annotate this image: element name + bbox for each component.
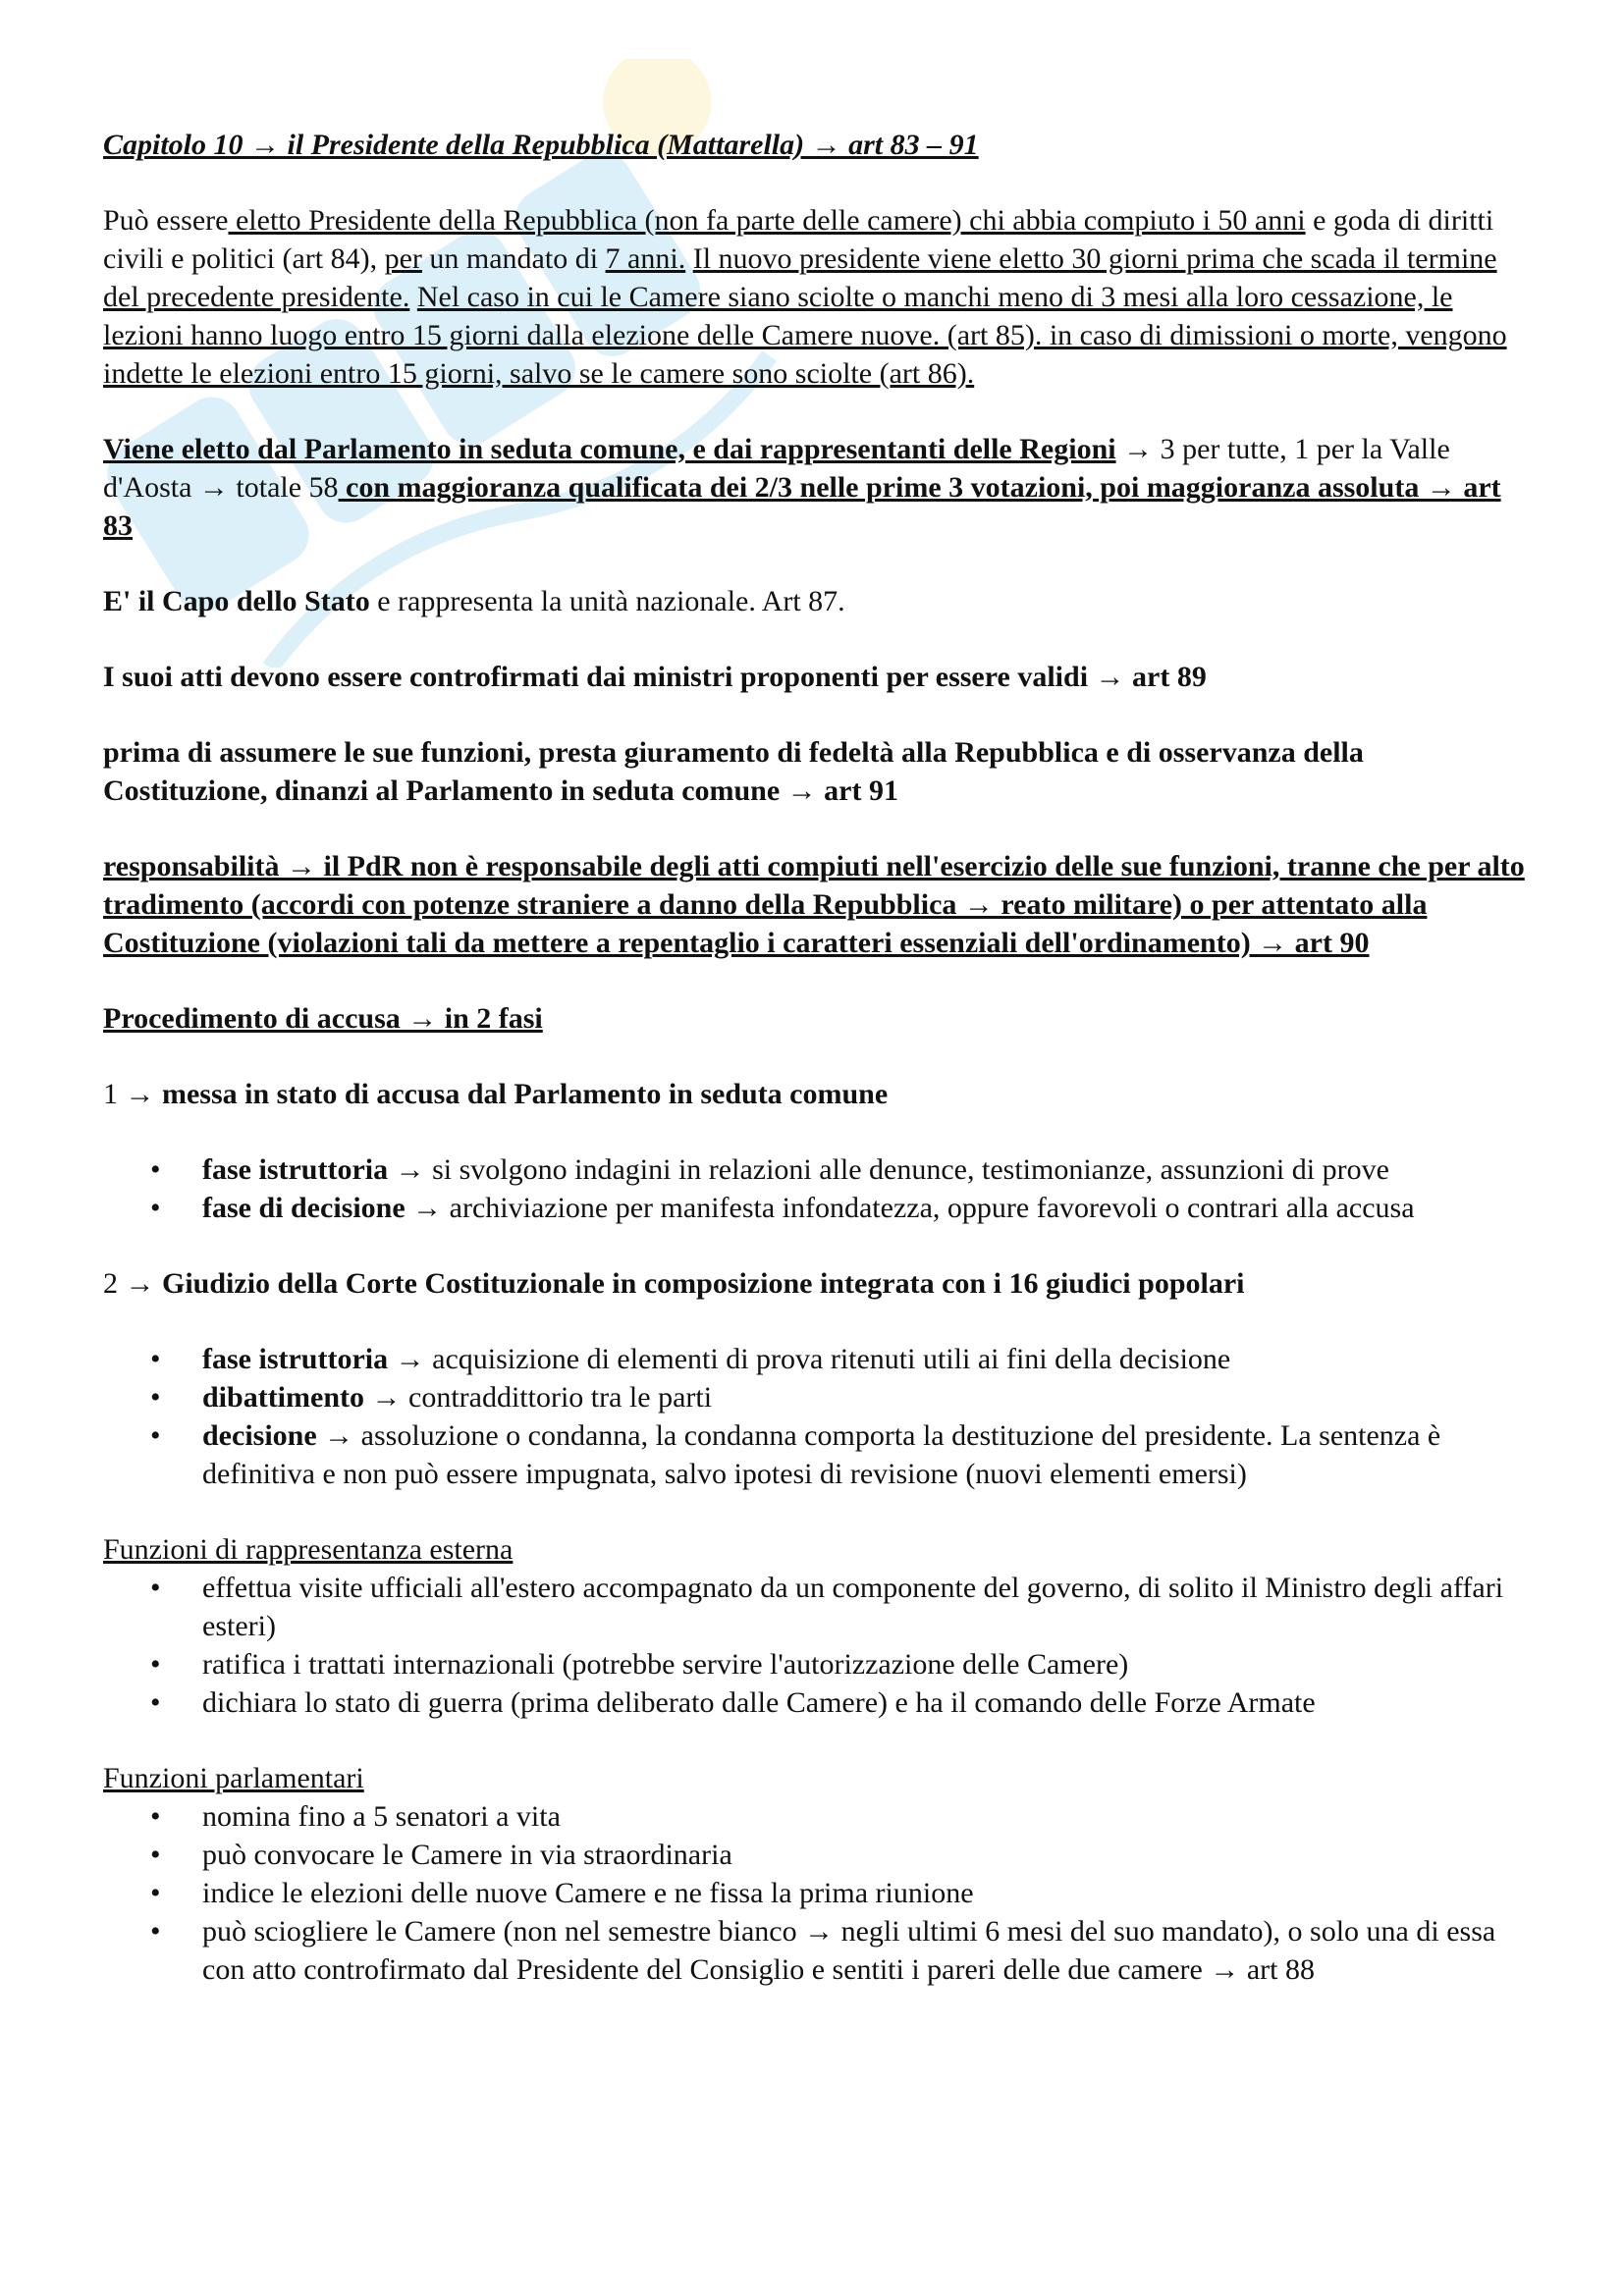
bullet-icon: • [150,1800,161,1833]
phase-2-title: 2 → Giudizio della Corte Costituzionale in composizione integrata con i 16 giudici popolari [103,1267,1245,1300]
bullet-icon: • [150,1686,161,1719]
parlamentari-list [103,1797,1527,1989]
list-item: • può sciogliere le Camere (non nel semestre bianco → negli ultimi 6 mesi del suo mandato), o solo una di essa con atto controfirmato dal Presidente del Consiglio e sentiti i pareri delle due camere → art 88 [103,1912,1527,1989]
paragraph-elezione: Può essere eletto Presidente della Repubblica (non fa parte delle camere) chi abbia compiuto i 50 anni e goda di diritti civili e politici (art 84), per un mandato di 7 anni. Il nuovo presidente viene eletto 30 giorni prima che scada il termine del precedente presidente. Nel caso in cui le Camere siano sciolte o manchi meno di 3 mesi alla loro cessazione, le lezioni hanno luogo entro 15 giorni dalla elezione delle Camere nuove. (art 85). in caso di dimissioni o morte, vengono indette le elezioni entro 15 giorni, salvo se le camere sono sciolte (art 86). [103,204,1507,390]
esterna-list [103,1569,1527,1722]
bullet-icon: • [150,1839,161,1871]
accusa-heading: Procedimento di accusa → in 2 fasi [103,1002,543,1035]
bullet-icon: • [150,1648,161,1681]
document-page [103,126,1527,2026]
bullet-icon: • [150,1381,161,1414]
bullet-icon: • [150,1915,161,1948]
chapter-title: Capitolo 10 → il Presidente della Repubblica (Mattarella) → art 83 – 91 [103,129,979,161]
list-item: • fase istruttoria → si svolgono indagini in relazioni alle denunce, testimonianze, assunzioni di prove [103,1150,1527,1189]
list-item: • effettua visite ufficiali all'estero accompagnato da un componente del governo, di solito il Ministro degli affari esteri) [103,1569,1527,1645]
paragraph-capo-stato: E' il Capo dello Stato e rappresenta la unità nazionale. Art 87. [103,585,845,617]
bullet-icon: • [150,1192,161,1224]
bullet-icon: • [150,1153,161,1186]
list-item: • dichiara lo stato di guerra (prima deliberato dalle Camere) e ha il comando delle Forze Armate [103,1683,1527,1722]
phase-2-list [103,1340,1527,1493]
paragraph-parlamento: Viene eletto dal Parlamento in seduta comune, e dai rappresentanti delle Regioni → 3 per tutte, 1 per la Valle d'Aosta → totale 58 con maggioranza qualificata dei 2/3 nelle prime 3 votazioni, poi maggioranza assoluta → art 83 [103,433,1501,542]
list-item: • nomina fino a 5 senatori a vita [103,1797,1527,1836]
paragraph-controfirma: I suoi atti devono essere controfirmati dai ministri proponenti per essere validi → art 89 [103,661,1207,693]
paragraph-responsabilita: responsabilità → il PdR non è responsabile degli atti compiuti nell'esercizio delle sue funzioni, tranne che per alto tradimento (accordi con potenze straniere a danno della Repubblica → reato militare) o per attentato alla Costituzione (violazioni tali da mettere a repentaglio i caratteri essenziali dell'ordinamento) → art 90 [103,850,1525,959]
esterna-heading: Funzioni di rappresentanza esterna [103,1533,514,1566]
bullet-icon: • [150,1877,161,1909]
list-item: • può convocare le Camere in via straordinaria [103,1836,1527,1874]
phase-1-title: 1 → messa in stato di accusa dal Parlamento in seduta comune [103,1078,889,1110]
list-item: • indice le elezioni delle nuove Camere e ne fissa la prima riunione [103,1874,1527,1912]
list-item: • ratifica i trattati internazionali (potrebbe servire l'autorizzazione delle Camere) [103,1645,1527,1683]
paragraph-giuramento: prima di assumere le sue funzioni, presta giuramento di fedeltà alla Repubblica e di osservanza della Costituzione, dinanzi al Parlamento in seduta comune → art 91 [103,736,1364,807]
list-item: • dibattimento → contraddittorio tra le parti [103,1378,1527,1416]
bullet-icon: • [150,1343,161,1375]
list-item: • decisione → assoluzione o condanna, la condanna comporta la destituzione del presidente. La sentenza è definitiva e non può essere impugnata, salvo ipotesi di revisione (nuovi elementi emersi) [103,1416,1527,1493]
bullet-icon: • [150,1572,161,1604]
phase-1-list [103,1150,1527,1227]
list-item: • fase istruttoria → acquisizione di elementi di prova ritenuti utili ai fini della decisione [103,1340,1527,1378]
bullet-icon: • [150,1419,161,1452]
parlamentari-heading: Funzioni parlamentari [103,1762,364,1794]
list-item: • fase di decisione → archiviazione per manifesta infondatezza, oppure favorevoli o contrari alla accusa [103,1189,1527,1227]
